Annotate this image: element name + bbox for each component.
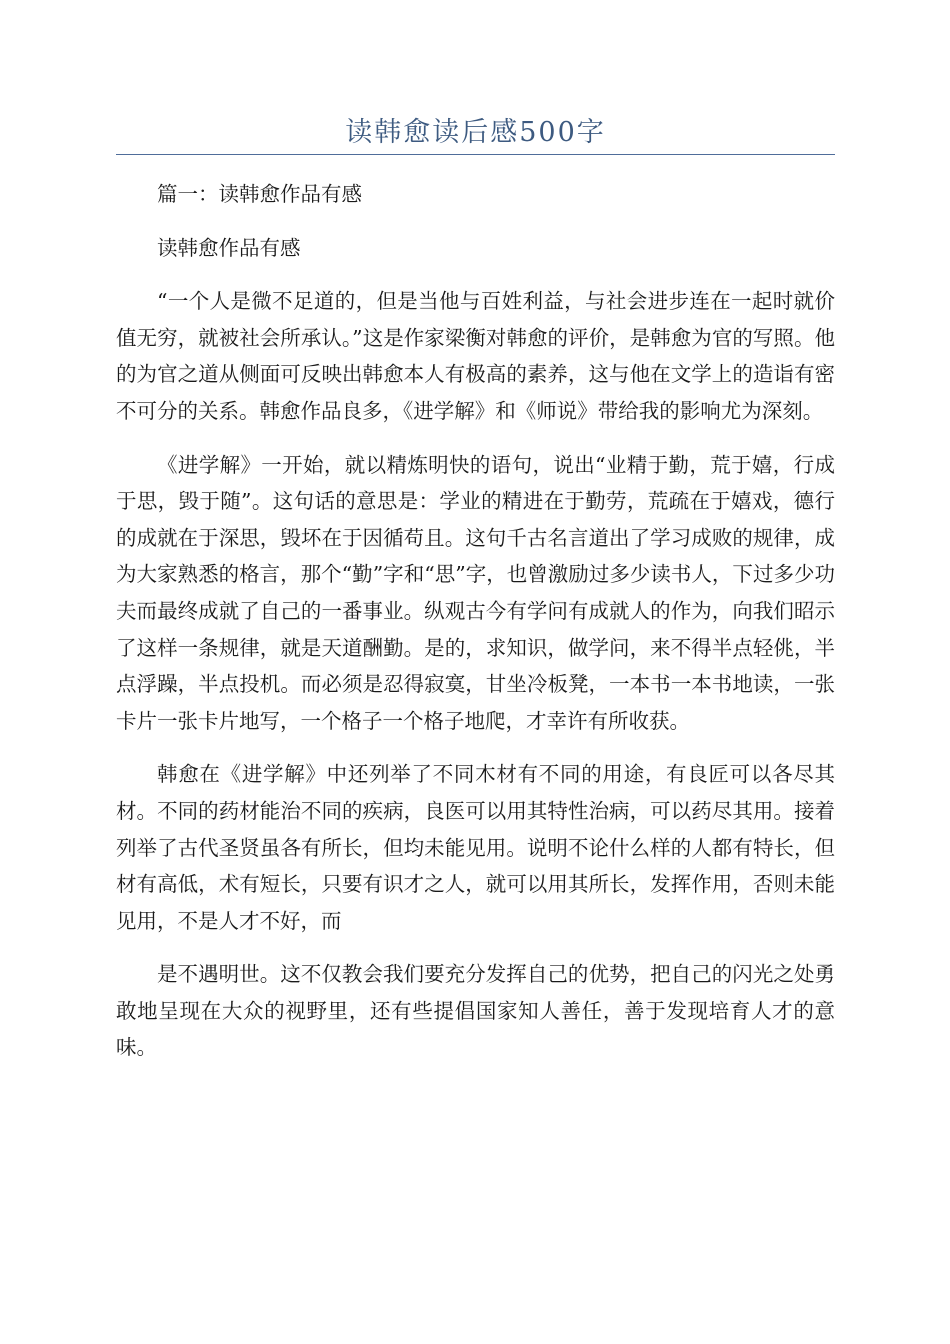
article-subtitle: 读韩愈作品有感 xyxy=(157,235,301,260)
document-body xyxy=(116,176,835,1066)
body-paragraph-3: 韩愈在《进学解》中还列举了不同木材有不同的用途，有良匠可以各尽其材。不同的药材能治不同的疾病，良医可以用其特性治病，可以药尽其用。接着列举了古代圣贤虽各有所长，但均未能见用。说明不论什么样的人都有特长，但材有高低，术有短长，只要有识才之人，就可以用其所长，发挥作用，否则未能见用，不是人才不好，而 xyxy=(116,762,835,933)
document-title: 读韩愈读后感500字 xyxy=(345,117,606,148)
title-underline xyxy=(116,154,835,155)
body-paragraph-1: “一个人是微不足道的，但是当他与百姓利益，与社会进步连在一起时就价值无穷，就被社会所承认。”这是作家梁衡对韩愈的评价，是韩愈为官的写照。他的为官之道从侧面可反映出韩愈本人有极高的素养，这与他在文学上的造诣有密不可分的关系。韩愈作品良多，《进学解》和《师说》带给我的影响尤为深刻。 xyxy=(116,289,835,423)
body-paragraph-4: 是不遇明世。这不仅教会我们要充分发挥自己的优势，把自己的闪光之处勇敢地呈现在大众的视野里，还有些提倡国家知人善任，善于发现培育人才的意味。 xyxy=(116,962,835,1060)
body-paragraph-2: 《进学解》一开始，就以精炼明快的语句，说出“业精于勤，荒于嬉，行成于思，毁于随”。这句话的意思是：学业的精进在于勤劳，荒疏在于嬉戏，德行的成就在于深思，毁坏在于因循苟且。这句千古名言道出了学习成败的规律，成为大家熟悉的格言，那个“勤”字和“思”字，也曾激励过多少读书人，下过多少功夫而最终成就了自己的一番事业。纵观古今有学问有成就人的作为，向我们昭示了这样一条规律，就是天道酬勤。是的，求知识，做学问，来不得半点轻佻，半点浮躁，半点投机。而必须是忍得寂寞，甘坐冷板凳，一本书一本书地读，一张卡片一张卡片地写，一个格子一个格子地爬，才幸许有所收获。 xyxy=(116,452,835,733)
section-heading: 篇一：读韩愈作品有感 xyxy=(157,182,362,206)
